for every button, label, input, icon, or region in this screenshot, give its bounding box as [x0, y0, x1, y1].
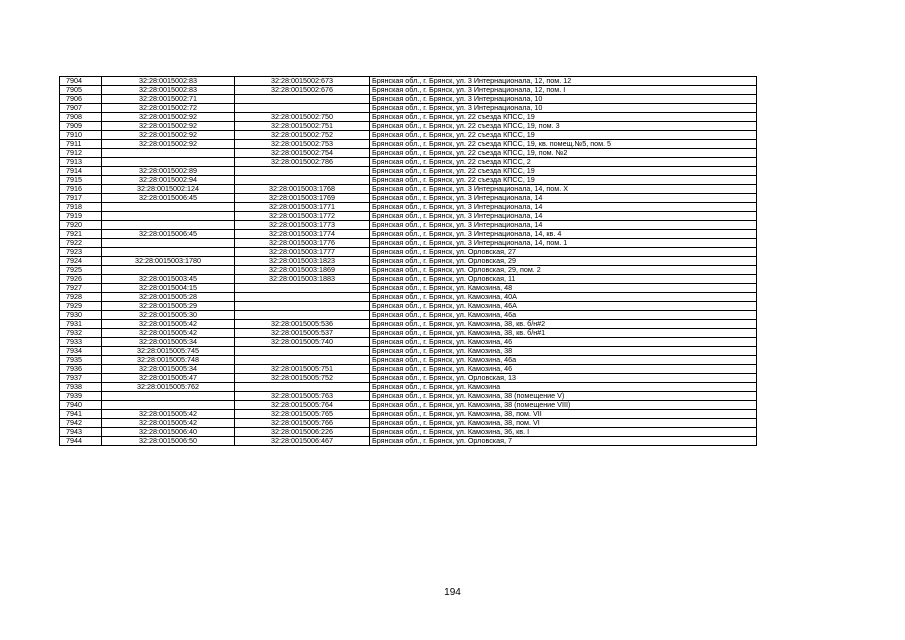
- table-row: [60, 248, 757, 257]
- cadastral-number-cell: 32:28:0015003:1771: [235, 203, 370, 212]
- parent-cadastral-number-cell: 32:28:0015005:762: [102, 383, 235, 392]
- cadastral-number-cell: [235, 302, 370, 311]
- parent-cadastral-number-cell: 32:28:0015002:72: [102, 104, 235, 113]
- table-row: [60, 347, 757, 356]
- parent-cadastral-number-cell: 32:28:0015006:45: [102, 194, 235, 203]
- row-number-cell: 7928: [60, 293, 102, 302]
- cadastral-number-cell: [235, 383, 370, 392]
- parent-cadastral-number-cell: 32:28:0015006:50: [102, 437, 235, 446]
- cadastral-number-cell: 32:28:0015003:1772: [235, 212, 370, 221]
- cadastral-number-cell: 32:28:0015003:1773: [235, 221, 370, 230]
- parent-cadastral-number-cell: 32:28:0015002:89: [102, 167, 235, 176]
- address-cell: Брянская обл., г. Брянск, ул. 3 Интернационала, 14: [370, 221, 757, 230]
- row-number-cell: 7940: [60, 401, 102, 410]
- parent-cadastral-number-cell: 32:28:0015003:1780: [102, 257, 235, 266]
- table-row: [60, 329, 757, 338]
- address-cell: Брянская обл., г. Брянск, ул. Орловская, 7: [370, 437, 757, 446]
- table-row: [60, 86, 757, 95]
- cadastral-number-cell: 32:28:0015003:1823: [235, 257, 370, 266]
- address-cell: Брянская обл., г. Брянск, ул. 3 Интернационала, 10: [370, 104, 757, 113]
- address-cell: Брянская обл., г. Брянск, ул. 3 Интернационала, 10: [370, 95, 757, 104]
- row-number-cell: 7942: [60, 419, 102, 428]
- table-row: [60, 374, 757, 383]
- cadastral-number-cell: 32:28:0015002:676: [235, 86, 370, 95]
- registry-table-body: [60, 77, 757, 446]
- parent-cadastral-number-cell: 32:28:0015005:30: [102, 311, 235, 320]
- table-row: [60, 167, 757, 176]
- address-cell: Брянская обл., г. Брянск, ул. Камозина, 40А: [370, 293, 757, 302]
- cadastral-number-cell: 32:28:0015003:1768: [235, 185, 370, 194]
- row-number-cell: 7943: [60, 428, 102, 437]
- table-row: [60, 221, 757, 230]
- row-number-cell: 7941: [60, 410, 102, 419]
- parent-cadastral-number-cell: [102, 248, 235, 257]
- table-row: [60, 104, 757, 113]
- row-number-cell: 7937: [60, 374, 102, 383]
- parent-cadastral-number-cell: 32:28:0015002:124: [102, 185, 235, 194]
- row-number-cell: 7938: [60, 383, 102, 392]
- parent-cadastral-number-cell: 32:28:0015002:92: [102, 131, 235, 140]
- address-cell: Брянская обл., г. Брянск, ул. 3 Интернационала, 14, пом. 1: [370, 239, 757, 248]
- row-number-cell: 7921: [60, 230, 102, 239]
- row-number-cell: 7944: [60, 437, 102, 446]
- cadastral-number-cell: 32:28:0015003:1774: [235, 230, 370, 239]
- address-cell: Брянская обл., г. Брянск, ул. Камозина, 38, пом. VII: [370, 410, 757, 419]
- row-number-cell: 7923: [60, 248, 102, 257]
- cadastral-number-cell: 32:28:0015005:765: [235, 410, 370, 419]
- table-row: [60, 257, 757, 266]
- cadastral-number-cell: 32:28:0015003:1883: [235, 275, 370, 284]
- parent-cadastral-number-cell: [102, 392, 235, 401]
- row-number-cell: 7933: [60, 338, 102, 347]
- table-row: [60, 293, 757, 302]
- table-row: [60, 77, 757, 86]
- table-row: [60, 113, 757, 122]
- cadastral-number-cell: [235, 293, 370, 302]
- cadastral-number-cell: [235, 356, 370, 365]
- parent-cadastral-number-cell: [102, 401, 235, 410]
- address-cell: Брянская обл., г. Брянск, ул. 3 Интернационала, 14, кв. 4: [370, 230, 757, 239]
- table-row: [60, 176, 757, 185]
- table-row: [60, 185, 757, 194]
- table-row: [60, 140, 757, 149]
- row-number-cell: 7909: [60, 122, 102, 131]
- address-cell: Брянская обл., г. Брянск, ул. Камозина: [370, 383, 757, 392]
- table-row: [60, 365, 757, 374]
- address-cell: Брянская обл., г. Брянск, ул. Орловская, 29: [370, 257, 757, 266]
- table-row: [60, 149, 757, 158]
- address-cell: Брянская обл., г. Брянск, ул. 3 Интернационала, 14, пом. X: [370, 185, 757, 194]
- parent-cadastral-number-cell: 32:28:0015005:42: [102, 419, 235, 428]
- address-cell: Брянская обл., г. Брянск, ул. 3 Интернационала, 12, пом. I: [370, 86, 757, 95]
- row-number-cell: 7932: [60, 329, 102, 338]
- row-number-cell: 7904: [60, 77, 102, 86]
- address-cell: Брянская обл., г. Брянск, ул. 22 съезда КПСС, 19, кв. помещ.№5, пом. 5: [370, 140, 757, 149]
- row-number-cell: 7912: [60, 149, 102, 158]
- registry-table: [59, 76, 757, 446]
- address-cell: Брянская обл., г. Брянск, ул. 3 Интернационала, 12, пом. 12: [370, 77, 757, 86]
- parent-cadastral-number-cell: 32:28:0015002:92: [102, 140, 235, 149]
- parent-cadastral-number-cell: 32:28:0015005:42: [102, 320, 235, 329]
- table-row: [60, 203, 757, 212]
- table-row: [60, 437, 757, 446]
- row-number-cell: 7935: [60, 356, 102, 365]
- row-number-cell: 7907: [60, 104, 102, 113]
- cadastral-number-cell: 32:28:0015005:536: [235, 320, 370, 329]
- address-cell: Брянская обл., г. Брянск, ул. Камозина, 46А: [370, 302, 757, 311]
- table-row: [60, 383, 757, 392]
- address-cell: Брянская обл., г. Брянск, ул. Орловская, 11: [370, 275, 757, 284]
- row-number-cell: 7931: [60, 320, 102, 329]
- parent-cadastral-number-cell: [102, 221, 235, 230]
- parent-cadastral-number-cell: 32:28:0015003:45: [102, 275, 235, 284]
- address-cell: Брянская обл., г. Брянск, ул. Камозина, 46: [370, 338, 757, 347]
- row-number-cell: 7908: [60, 113, 102, 122]
- row-number-cell: 7915: [60, 176, 102, 185]
- cadastral-number-cell: 32:28:0015002:752: [235, 131, 370, 140]
- row-number-cell: 7924: [60, 257, 102, 266]
- row-number-cell: 7910: [60, 131, 102, 140]
- cadastral-number-cell: 32:28:0015005:740: [235, 338, 370, 347]
- parent-cadastral-number-cell: [102, 203, 235, 212]
- table-row: [60, 356, 757, 365]
- address-cell: Брянская обл., г. Брянск, ул. Орловская, 13: [370, 374, 757, 383]
- table-row: [60, 131, 757, 140]
- table-row: [60, 428, 757, 437]
- parent-cadastral-number-cell: 32:28:0015005:42: [102, 410, 235, 419]
- parent-cadastral-number-cell: [102, 239, 235, 248]
- row-number-cell: 7930: [60, 311, 102, 320]
- cadastral-number-cell: 32:28:0015003:1869: [235, 266, 370, 275]
- row-number-cell: 7906: [60, 95, 102, 104]
- parent-cadastral-number-cell: 32:28:0015005:748: [102, 356, 235, 365]
- table-row: [60, 266, 757, 275]
- parent-cadastral-number-cell: 32:28:0015005:47: [102, 374, 235, 383]
- parent-cadastral-number-cell: 32:28:0015005:745: [102, 347, 235, 356]
- parent-cadastral-number-cell: 32:28:0015002:94: [102, 176, 235, 185]
- table-row: [60, 338, 757, 347]
- row-number-cell: 7914: [60, 167, 102, 176]
- parent-cadastral-number-cell: 32:28:0015005:29: [102, 302, 235, 311]
- table-row: [60, 419, 757, 428]
- cadastral-number-cell: [235, 176, 370, 185]
- parent-cadastral-number-cell: 32:28:0015002:83: [102, 86, 235, 95]
- cadastral-number-cell: 32:28:0015005:537: [235, 329, 370, 338]
- address-cell: Брянская обл., г. Брянск, ул. Камозина, 46: [370, 365, 757, 374]
- cadastral-number-cell: 32:28:0015005:763: [235, 392, 370, 401]
- table-row: [60, 95, 757, 104]
- row-number-cell: 7922: [60, 239, 102, 248]
- row-number-cell: 7913: [60, 158, 102, 167]
- parent-cadastral-number-cell: 32:28:0015005:34: [102, 338, 235, 347]
- address-cell: Брянская обл., г. Брянск, ул. 22 съезда КПСС, 19, пом. 3: [370, 122, 757, 131]
- row-number-cell: 7925: [60, 266, 102, 275]
- cadastral-number-cell: 32:28:0015005:751: [235, 365, 370, 374]
- address-cell: Брянская обл., г. Брянск, ул. 3 Интернационала, 14: [370, 212, 757, 221]
- address-cell: Брянская обл., г. Брянск, ул. 3 Интернационала, 14: [370, 194, 757, 203]
- cadastral-number-cell: 32:28:0015002:673: [235, 77, 370, 86]
- parent-cadastral-number-cell: 32:28:0015004:15: [102, 284, 235, 293]
- address-cell: Брянская обл., г. Брянск, ул. Орловская, 29, пом. 2: [370, 266, 757, 275]
- row-number-cell: 7934: [60, 347, 102, 356]
- cadastral-number-cell: [235, 284, 370, 293]
- page-number: 194: [444, 587, 461, 598]
- parent-cadastral-number-cell: 32:28:0015005:28: [102, 293, 235, 302]
- parent-cadastral-number-cell: 32:28:0015006:45: [102, 230, 235, 239]
- address-cell: Брянская обл., г. Брянск, ул. 3 Интернационала, 14: [370, 203, 757, 212]
- table-row: [60, 410, 757, 419]
- row-number-cell: 7918: [60, 203, 102, 212]
- cadastral-number-cell: 32:28:0015002:754: [235, 149, 370, 158]
- row-number-cell: 7927: [60, 284, 102, 293]
- address-cell: Брянская обл., г. Брянск, ул. 22 съезда КПСС, 19, пом. №2: [370, 149, 757, 158]
- cadastral-number-cell: 32:28:0015005:764: [235, 401, 370, 410]
- parent-cadastral-number-cell: 32:28:0015005:34: [102, 365, 235, 374]
- cadastral-number-cell: 32:28:0015003:1777: [235, 248, 370, 257]
- cadastral-number-cell: [235, 347, 370, 356]
- cadastral-number-cell: 32:28:0015002:753: [235, 140, 370, 149]
- parent-cadastral-number-cell: 32:28:0015002:92: [102, 122, 235, 131]
- cadastral-number-cell: 32:28:0015006:226: [235, 428, 370, 437]
- table-row: [60, 239, 757, 248]
- parent-cadastral-number-cell: 32:28:0015002:71: [102, 95, 235, 104]
- parent-cadastral-number-cell: 32:28:0015002:92: [102, 113, 235, 122]
- table-row: [60, 284, 757, 293]
- table-row: [60, 392, 757, 401]
- address-cell: Брянская обл., г. Брянск, ул. 22 съезда КПСС, 19: [370, 176, 757, 185]
- address-cell: Брянская обл., г. Брянск, ул. Камозина, 38, кв. б/н#1: [370, 329, 757, 338]
- table-row: [60, 122, 757, 131]
- table-row: [60, 320, 757, 329]
- parent-cadastral-number-cell: 32:28:0015002:83: [102, 77, 235, 86]
- parent-cadastral-number-cell: 32:28:0015005:42: [102, 329, 235, 338]
- cadastral-number-cell: 32:28:0015002:750: [235, 113, 370, 122]
- row-number-cell: 7919: [60, 212, 102, 221]
- cadastral-number-cell: [235, 95, 370, 104]
- row-number-cell: 7939: [60, 392, 102, 401]
- address-cell: Брянская обл., г. Брянск, ул. Камозина, 38: [370, 347, 757, 356]
- address-cell: Брянская обл., г. Брянск, ул. 22 съезда КПСС, 19: [370, 131, 757, 140]
- row-number-cell: 7926: [60, 275, 102, 284]
- address-cell: Брянская обл., г. Брянск, ул. 22 съезда КПСС, 19: [370, 113, 757, 122]
- parent-cadastral-number-cell: [102, 149, 235, 158]
- parent-cadastral-number-cell: [102, 158, 235, 167]
- cadastral-number-cell: [235, 167, 370, 176]
- cadastral-number-cell: 32:28:0015002:751: [235, 122, 370, 131]
- cadastral-number-cell: 32:28:0015002:786: [235, 158, 370, 167]
- row-number-cell: 7917: [60, 194, 102, 203]
- cadastral-number-cell: [235, 311, 370, 320]
- address-cell: Брянская обл., г. Брянск, ул. Камозина, 36, кв. I: [370, 428, 757, 437]
- table-row: [60, 302, 757, 311]
- table-row: [60, 230, 757, 239]
- address-cell: Брянская обл., г. Брянск, ул. Камозина, 38 (помещение V): [370, 392, 757, 401]
- table-row: [60, 275, 757, 284]
- address-cell: Брянская обл., г. Брянск, ул. Камозина, 38, пом. VI: [370, 419, 757, 428]
- parent-cadastral-number-cell: [102, 266, 235, 275]
- parent-cadastral-number-cell: [102, 212, 235, 221]
- cadastral-number-cell: 32:28:0015003:1776: [235, 239, 370, 248]
- row-number-cell: 7905: [60, 86, 102, 95]
- address-cell: Брянская обл., г. Брянск, ул. Камозина, 48: [370, 284, 757, 293]
- cadastral-number-cell: 32:28:0015005:752: [235, 374, 370, 383]
- row-number-cell: 7920: [60, 221, 102, 230]
- address-cell: Брянская обл., г. Брянск, ул. Камозина, 46а: [370, 356, 757, 365]
- table-row: [60, 194, 757, 203]
- row-number-cell: 7911: [60, 140, 102, 149]
- table-row: [60, 401, 757, 410]
- cadastral-number-cell: 32:28:0015006:467: [235, 437, 370, 446]
- cadastral-number-cell: [235, 104, 370, 113]
- table-row: [60, 158, 757, 167]
- cadastral-number-cell: 32:28:0015003:1769: [235, 194, 370, 203]
- address-cell: Брянская обл., г. Брянск, ул. Камозина, 38 (помещение VIII): [370, 401, 757, 410]
- table-row: [60, 311, 757, 320]
- address-cell: Брянская обл., г. Брянск, ул. 22 съезда КПСС, 2: [370, 158, 757, 167]
- address-cell: Брянская обл., г. Брянск, ул. Камозина, 38, кв. б/н#2: [370, 320, 757, 329]
- address-cell: Брянская обл., г. Брянск, ул. Камозина, 46а: [370, 311, 757, 320]
- address-cell: Брянская обл., г. Брянск, ул. 22 съезда КПСС, 19: [370, 167, 757, 176]
- row-number-cell: 7916: [60, 185, 102, 194]
- row-number-cell: 7929: [60, 302, 102, 311]
- table-row: [60, 212, 757, 221]
- parent-cadastral-number-cell: 32:28:0015006:40: [102, 428, 235, 437]
- address-cell: Брянская обл., г. Брянск, ул. Орловская, 27: [370, 248, 757, 257]
- cadastral-number-cell: 32:28:0015005:766: [235, 419, 370, 428]
- row-number-cell: 7936: [60, 365, 102, 374]
